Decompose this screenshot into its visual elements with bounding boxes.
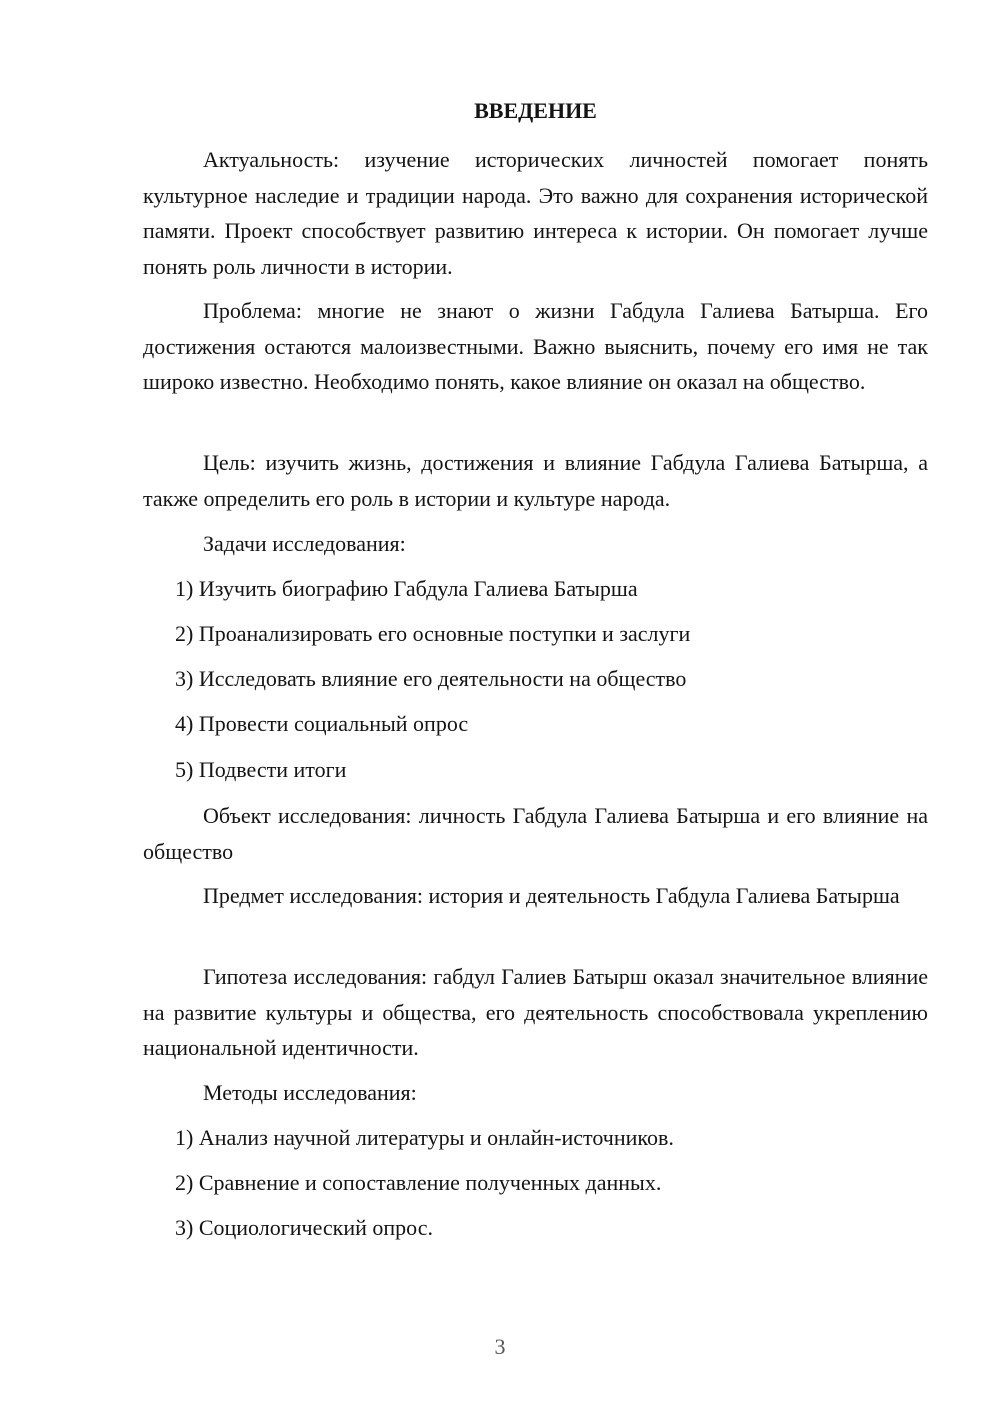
task-item-1: 1) Изучить биографию Габдула Галиева Батырша <box>175 576 638 601</box>
page-number: 3 <box>494 1334 506 1359</box>
subject-paragraph: Предмет исследования: история и деятельность Габдула Галиева Батырша <box>203 883 900 908</box>
document-title: ВВЕДЕНИЕ <box>474 98 597 123</box>
task-item-3: 3) Исследовать влияние его деятельности на общество <box>175 666 687 691</box>
task-item-4: 4) Провести социальный опрос <box>175 711 469 736</box>
methods-heading: Методы исследования: <box>203 1080 417 1105</box>
goal-paragraph: Цель: изучить жизнь, достижения и влияние Габдула Галиева Батырша, а также определить его роль в истории и культуре народа. <box>143 450 928 511</box>
object-paragraph: Объект исследования: личность Габдула Галиева Батырша и его влияние на общество <box>143 803 928 864</box>
relevance-paragraph: Актуальность: изучение исторических личностей помогает понять культурное наследие и традиции народа. Это важно для сохранения исторической памяти. Проект способствует развитию интереса к истории. Он помогает лучше понять роль личности в истории. <box>143 147 928 279</box>
hypothesis-paragraph: Гипотеза исследования: габдул Галиев Батырш оказал значительное влияние на развитие культуры и общества, его деятельность способствовала укреплению национальной идентичности. <box>143 964 928 1060</box>
method-item-1: 1) Анализ научной литературы и онлайн-источников. <box>175 1125 674 1150</box>
tasks-heading: Задачи исследования: <box>203 531 406 556</box>
method-item-3: 3) Социологический опрос. <box>175 1215 433 1240</box>
task-item-2: 2) Проанализировать его основные поступки и заслуги <box>175 621 691 646</box>
method-item-2: 2) Сравнение и сопоставление полученных данных. <box>175 1170 662 1195</box>
problem-paragraph: Проблема: многие не знают о жизни Габдула Галиева Батырша. Его достижения остаются малоизвестными. Важно выяснить, почему его имя не так широко известно. Необходимо понять, какое влияние он оказал на общество. <box>143 298 928 394</box>
task-item-5: 5) Подвести итоги <box>175 757 347 782</box>
